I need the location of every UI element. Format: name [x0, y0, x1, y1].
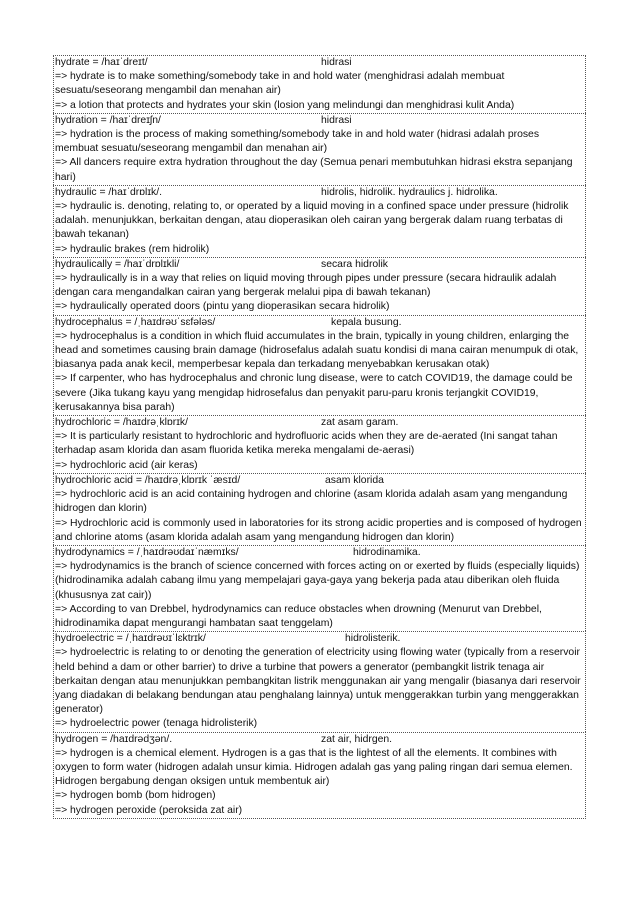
glossary-page	[53, 55, 586, 819]
entry-term: hydroelectric = /ˌhaɪdrəʊɪˈlɛktrɪk/	[55, 633, 206, 645]
entry-term: hydrochloric acid = /haɪdrəˌklɒrɪk ˈæsɪd/	[55, 474, 241, 486]
entry-translation: zat asam garam.	[321, 417, 399, 429]
entry-line: => hydrogen bomb (bom hidrogen)	[55, 790, 216, 802]
glossary-entry	[53, 473, 586, 545]
entry-line: => It is particularly resistant to hydrochloric and hydrofluoric acids when they are de-aerated (Ini sangat tahan terhadap asam klorida dan asam fluorida ketika mereka mengalami de-aerasi)	[55, 431, 558, 457]
entry-heading	[55, 316, 584, 330]
entry-heading	[55, 114, 584, 128]
entry-line: => hydrochloric acid is an acid containing hydrogen and chlorine (asam klorida adalah asam yang mengandung hidrogen dan klorin)	[55, 489, 568, 515]
entry-term: hydrochloric = /haɪdrəˌklɒrɪk/	[55, 417, 189, 429]
glossary-entry	[53, 55, 586, 113]
entry-term: hydrodynamics = /ˌhaɪdrəʊdaɪˈnæmɪks/	[55, 546, 239, 558]
glossary-entry	[53, 315, 586, 415]
entry-line: => hydrodynamics is the branch of science concerned with forces acting on or exerted by fluids (especially liquids) (hidrodinamika adalah cabang ilmu yang mempelajari gaya-gaya yang bekerja pada atau diberikan oleh fluida (khususnya zat cair))	[55, 561, 580, 601]
entry-line: => hydrochloric acid (air keras)	[55, 459, 198, 471]
entry-line: => hydrogen is a chemical element. Hydrogen is a gas that is the lightest of all the elements. It combines with oxygen to form water (hidrogen adalah unsur kimia. Hidrogen adalah gas yang paling ringan dari semua elemen. Hidrogen bergabung dengan oksigen untuk membentuk air)	[55, 747, 573, 788]
entry-line: => hydraulically is in a way that relies on liquid moving through pipes under pressure (secara hidraulik adalah dengan cara mengandalkan cairan yang bergerak melalui pipa di bawah tekanan)	[55, 273, 557, 299]
entry-line: => hydrate is to make something/somebody take in and hold water (menghidrasi adalah membuat sesuatu/seseorang mengambil dan menahan air)	[55, 71, 505, 97]
entry-translation: zat air, hidrgen.	[321, 733, 393, 745]
entry-line: => According to van Drebbel, hydrodynamics can reduce obstacles when drowning (Menurut van Drebbel, hidrodinamika dapat mengurangi hambatan saat tenggelam)	[55, 603, 542, 629]
entry-line: => hydraulically operated doors (pintu yang dioperasikan secara hidrolik)	[55, 301, 390, 313]
entry-heading	[55, 546, 584, 560]
entry-line: => hydroelectric is relating to or denoting the generation of electricity using flowing water (typically from a reservoir held behind a dam or other barrier) to drive a turbine that powers a generator (pembangkit listrik tenaga air berkaitan dengan atau menunjukkan pembangkitan listrik menggunakan air yang mengalir (biasanya dari reservoir yang diadakan di belakang bendungan atau penghalang lainnya) untuk menggerakkan turbin yang menggerakkan generator)	[55, 647, 581, 716]
glossary-entry	[53, 185, 586, 257]
entry-line: => hydroelectric power (tenaga hidrolisterik)	[55, 718, 258, 730]
entry-line: => hydrogen peroxide (peroksida zat air)	[55, 804, 243, 816]
entry-line: => All dancers require extra hydration throughout the day (Semua penari membutuhkan hidrasi ekstra sepanjang hari)	[55, 157, 573, 183]
entry-term: hydrogen = /haɪdrədʒən/.	[55, 733, 173, 745]
entry-heading	[55, 56, 584, 70]
entry-heading	[55, 474, 584, 488]
entry-term: hydration = /haɪˈdreɪʃn/	[55, 114, 161, 126]
entry-line: => hydration is the process of making something/somebody take in and hold water (hidrasi adalah proses membuat sesuatu/seseorang mengambil dan menahan air)	[55, 129, 540, 155]
entry-translation: secara hidrolik	[321, 258, 388, 270]
entry-term: hydrate = /haɪˈdreɪt/	[55, 57, 148, 68]
entry-term: hydrocephalus = /ˌhaɪdrəʊˈsɛfələs/	[55, 316, 216, 328]
entry-line: => hydraulic is. denoting, relating to, or operated by a liquid moving in a confined space under pressure (hidrolik adalah. menunjukkan, berkaitan dengan, atau dioperasikan oleh cairan yang bergerak dalam ruang terbatas di bawah tekanan)	[55, 201, 569, 241]
entry-heading	[55, 258, 584, 272]
glossary-entry	[53, 545, 586, 631]
entry-line: => If carpenter, who has hydrocephalus and chronic lung disease, were to catch COVID19, the damage could be severe (Jika tukang kayu yang mengidap hidrosefalus dan penyakit paru-paru kronis terjangkit COVID19, kerusakannya bisa parah)	[55, 373, 573, 413]
entry-term: hydraulic = /haɪˈdrɒlɪk/.	[55, 186, 163, 198]
entry-translation: asam klorida	[325, 474, 384, 486]
entry-translation: hidrolis, hidrolik. hydraulics j. hidrolika.	[321, 186, 498, 198]
entry-heading	[55, 733, 584, 747]
entry-translation: hidrasi	[321, 57, 352, 68]
glossary-entry	[53, 257, 586, 315]
glossary-entry	[53, 631, 586, 731]
entry-line: => hydrocephalus is a condition in which fluid accumulates in the brain, typically in young children, enlarging the head and sometimes causing brain damage (hidrosefalus adalah suatu kondisi di mana cairan menumpuk di otak, biasanya pada anak kecil, memperbesar kepala dan terkadang menyebabkan kerusakan otak)	[55, 330, 579, 371]
entry-translation: hidrasi	[321, 114, 352, 126]
glossary-entry	[53, 113, 586, 185]
glossary-entry	[53, 732, 586, 819]
entry-heading	[55, 186, 584, 200]
entry-translation: kepala busung.	[331, 316, 402, 328]
entry-line: => a lotion that protects and hydrates your skin (losion yang melindungi dan menghidrasi kulit Anda)	[55, 99, 515, 111]
entry-term: hydraulically = /haɪˈdrɒlɪkli/	[55, 258, 180, 270]
entry-line: => Hydrochloric acid is commonly used in laboratories for its strong acidic properties and is composed of hydrogen and chlorine atoms (asam klorida adalah asam yang mengandung hidrogen dan klorin)	[55, 517, 582, 543]
entry-heading	[55, 632, 584, 646]
entry-translation: hidrolisterik.	[345, 633, 401, 645]
entry-line: => hydraulic brakes (rem hidrolik)	[55, 243, 210, 255]
entry-heading	[55, 416, 584, 430]
entry-translation: hidrodinamika.	[353, 546, 421, 558]
glossary-entry	[53, 415, 586, 473]
